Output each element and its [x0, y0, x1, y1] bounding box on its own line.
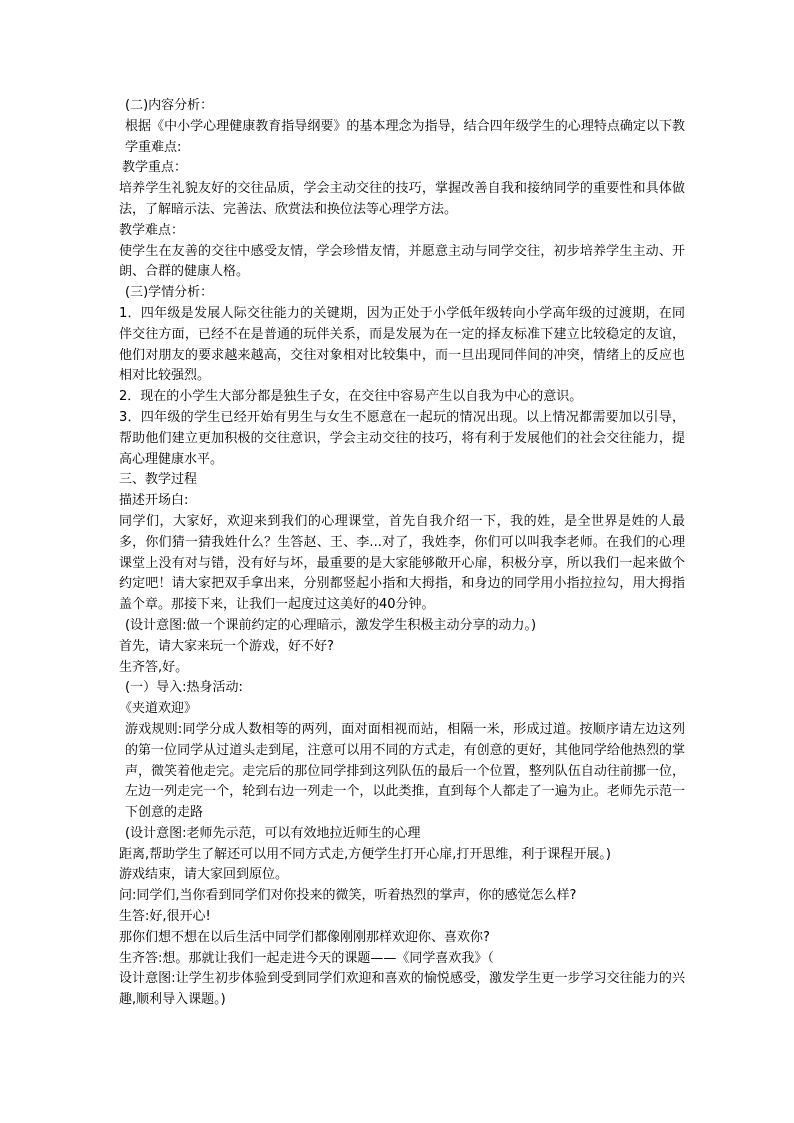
opening-heading: 描述开场白: — [119, 493, 189, 509]
student-analysis-item-2: 2．现在的小学生大部分都是独生子女，在交往中容易产生以自我为中心的意识。 — [119, 389, 583, 405]
design-intent-1: (设计意图:做一个课前约定的心理暗示，激发学生积极主动分享的动力。) — [125, 617, 537, 633]
design-intent-3: 设计意图:让学生初步体验到受到同学们欢迎和喜欢的愉悦感受，激发学生更一步学习交往能力的兴趣,顺利导入课题。) — [119, 971, 685, 1008]
design-intent-2b: 距离,帮助学生了解还可以用不同方式走,方便学生打开心扉,打开思维，利于课程开展。) — [119, 846, 611, 862]
student-analysis-item-3: 3．四年级的学生已经开始有男生与女生不愿意在一起玩的情况出现。以上情况都需要加以引导，帮助他们建立更加积极的交往意识，学会主动交往的技巧，将有利于发展他们的社会交往能力，提高心理健康水平。 — [119, 409, 685, 467]
difficult-points-heading: 教学难点： — [119, 222, 185, 238]
question-2: 那你们想不想在以后生活中同学们都像刚刚那样欢迎你、喜欢你? — [119, 929, 490, 945]
students-answer-1: 生齐答,好。 — [119, 659, 189, 675]
warmup-heading: (一）导入:热身活动: — [125, 680, 243, 696]
students-answer-2: 生答:好,很开心! — [119, 909, 211, 925]
opening-text: 同学们，大家好，欢迎来到我们的心理课堂，首先自我介绍一下，我的姓，是全世界是姓的人最多，你们猜一猜我姓什么？生答赵、王、李...对了，我姓李，你们可以叫我李老师。在我们的心理课堂上没有对与错，没有好与坏，最重要的是大家能够敞开心扉，积极分享，所以我们一起来做个约定吧！请大家把双手拿出来，分别都竖起小指和大拇指，和身边的同学用小指拉拉勾，用大拇指盖个章。那接下来，让我们一起度过这美好的40分钟。 — [119, 513, 685, 613]
design-intent-2a: (设计意图:老师先示范，可以有效地拉近师生的心理 — [125, 825, 421, 841]
game-title: 《夹道欢迎》 — [119, 701, 198, 717]
key-points-text: 培养学生礼貌友好的交往品质，学会主动交往的技巧，掌握改善自我和接纳同学的重要性和具体做法，了解暗示法、完善法、欣赏法和换位法等心理学方法。 — [119, 181, 685, 217]
students-answer-3: 生齐答:想。那就让我们一起走进今天的课题——《同学喜欢我》（ — [119, 950, 494, 966]
document-page — [119, 96, 685, 1011]
student-analysis-heading: (三)学情分析： — [125, 285, 214, 301]
teaching-process-heading: 三、教学过程 — [119, 472, 198, 488]
content-analysis-intro: 根据《中小学心理健康教育指导纲要》的基本理念为指导，结合四年级学生的心理特点确定以下教学重难点: — [125, 118, 685, 155]
game-rules: 游戏规则:同学分成人数相等的两列，面对面相视而站，相隔一米，形成过道。按顺序请左边这列的第一位同学从过道头走到尾，注意可以用不同的方式走，有创意的更好，其他同学给他热烈的掌声，微笑着他走完。走完后的那位同学排到这列队伍的最后一个位置，整列队伍自动往前挪一位，左边一列走完一个，轮到右边一列走一个，以此类推，直到每个人都走了一遍为止。老师先示范一下创意的走路 — [125, 721, 685, 821]
content-analysis-heading: (二)内容分析： — [125, 98, 214, 113]
game-end: 游戏结束，请大家回到原位。 — [119, 867, 289, 883]
question-1: 问:同学们,当你看到同学们对你投来的微笑，听着热烈的掌声，你的感觉怎么样? — [119, 888, 577, 904]
key-points-heading: 教学重点： — [122, 160, 188, 176]
game-invite: 首先，请大家来玩一个游戏，好不好? — [119, 638, 334, 654]
student-analysis-item-1: 1．四年级是发展人际交往能力的关键期，因为正处于小学低年级转向小学高年级的过渡期，在同伴交往方面，已经不在是普通的玩伴关系，而是发展为在一定的择友标准下建立比较稳定的友谊，他们对朋友的要求越来越高，交往对象相对比较集中，而一旦出现同伴间的冲突，情绪上的反应也相对比较强烈。 — [119, 305, 685, 384]
difficult-points-text: 使学生在友善的交往中感受友情，学会珍惜友情，并愿意主动与同学交往，初步培养学生主动、开朗、合群的健康人格。 — [119, 243, 685, 280]
